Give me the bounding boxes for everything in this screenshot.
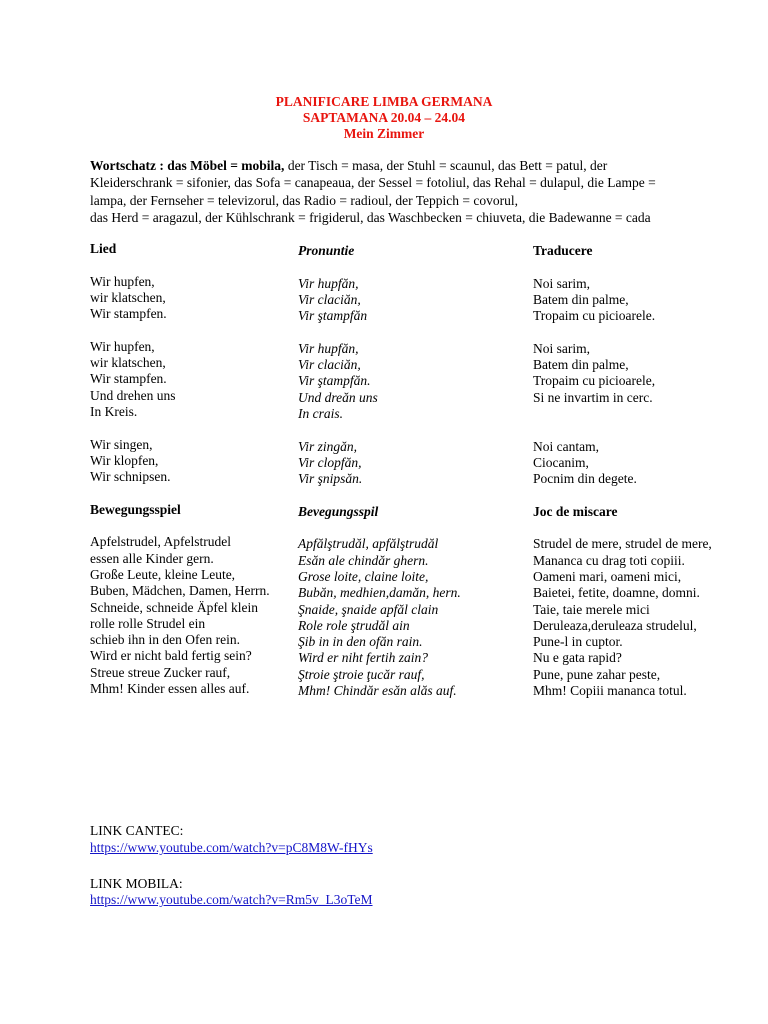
verse-line: Vir zingăn, [298,438,358,454]
spacer [533,422,753,438]
verse-line: Vir hupfăn, [298,275,359,291]
verse-line: Deruleaza,deruleaza strudelul, [533,617,697,633]
title-line-2: SAPTAMANA 20.04 – 24.04 [302,110,466,125]
verse-line: Bubăn, medhien,damăn, hern. [298,585,461,601]
verse-line: Ciocanim, [533,454,589,470]
spacer [90,518,280,534]
verse-line: Vir şnipsăn. [298,471,363,487]
verse-line: Apfălştrudăl, apfălştrudăl [298,536,439,552]
verse-line: Wir hupfen, [90,338,155,354]
verse-line: Oameni mari, oameni mici, [533,568,682,584]
spacer [298,422,498,438]
spacer [298,324,498,340]
verse-line: Buben, Mädchen, Damen, Herrn. [90,583,270,599]
spacer [298,520,498,536]
section-heading: Joc de miscare [533,503,618,519]
spacer [90,485,280,501]
verse-line: Baietei, fetite, doamne, domni. [533,585,700,601]
verse-line: Tropaim cu picioarele, [533,373,656,389]
verse-line: Pune, pune zahar peste, [533,666,661,682]
spacer [533,406,753,422]
title-line-3: Mein Zimmer [343,126,425,141]
verse-line: Batem din palme, [533,291,629,307]
verse-line: Wir stampfen. [90,306,167,322]
verse-line: Pocnim din degete. [533,471,637,487]
verse-line: Şib in in den ofăn rain. [298,634,423,650]
link-cantec-label: LINK CANTEC: [90,823,184,838]
verse-line: Und drehen uns [90,387,176,403]
verse-line: Wir stampfen. [90,371,167,387]
vocab-line-3: lampa, der Fernseher = televizorul, das Radio = radioul, der Teppich = covorul, [90,192,519,208]
verse-line: Streue streue Zucker rauf, [90,664,231,680]
verse-line: Si ne invartim in cerc. [533,389,653,405]
verse-line: Vir claciăn, [298,357,361,373]
translation-column [533,243,753,699]
verse-line: Wir klopfen, [90,452,159,468]
spacer [90,420,280,436]
verse-line: essen alle Kinder gern. [90,550,214,566]
link-mobila-label: LINK MOBILA: [90,876,183,891]
link-mobila-url[interactable]: https://www.youtube.com/watch?v=Rm5v_L3oTeM [90,892,373,907]
verse-line: Vir ştampfăn [298,308,368,324]
spacer [298,259,498,275]
verse-line: Role role ştrudăl ain [298,617,410,633]
verse-line: In Kreis. [90,403,138,419]
verse-line: Mhm! Copiii mananca totul. [533,683,687,699]
verse-line: Schneide, schneide Äpfel klein [90,599,258,615]
spacer [533,259,753,275]
spacer [533,324,753,340]
spacer [298,487,498,503]
verse-line: Vir claciăn, [298,291,361,307]
verse-line: Wird er nicht bald fertig sein? [90,648,252,664]
verse-line: Şnaide, şnaide apfăl clain [298,601,439,617]
vocab-line-1: der Tisch = masa, der Stuhl = scaunul, das Bett = patul, der [284,158,608,173]
verse-line: Mananca cu drag toti copiii. [533,552,685,568]
verse-line: wir klatschen, [90,289,166,305]
verse-line: Und dreăn uns [298,389,378,405]
verse-line: Vir ştampfăn. [298,373,371,389]
verse-line: Noi cantam, [533,438,599,454]
verse-line: Vir hupfăn, [298,340,359,356]
verse-line: Taie, taie merele mici [533,601,650,617]
vocab-lead: Wortschatz : das Möbel = mobila, [90,158,285,173]
verse-line: Mhm! Chindăr esăn alăs auf. [298,683,457,699]
verse-line: In crais. [298,405,343,421]
column-heading: Traducere [533,243,593,258]
verse-line: Noi sarim, [533,275,590,291]
section-heading: Bevegungsspil [298,503,379,519]
title-line-1: PLANIFICARE LIMBA GERMANA [275,94,493,109]
vocab-line-2: Kleiderschrank = sifonier, das Sofa = canapeaua, der Sessel = fotoliul, das Rehal = dulapul, die Lampe = [90,175,656,191]
pronunciation-column [298,243,498,699]
verse-line: Pune-l in cuptor. [533,634,623,650]
section-heading: Bewegungsspiel [90,501,181,517]
verse-line: Noi sarim, [533,340,590,356]
column-heading: Pronuntie [298,243,355,258]
vocab-line-4: das Herd = aragazul, der Kühlschrank = frigiderul, das Waschbecken = chiuveta, die Badewanne = cada [90,209,651,225]
verse-line: Vir clopfăn, [298,454,362,470]
vocabulary-paragraph [90,157,690,226]
verse-line: Tropaim cu picioarele. [533,308,656,324]
spacer [533,487,753,503]
verse-line: rolle rolle Strudel ein [90,615,206,631]
verse-line: Ştroie ştroie ţucăr rauf, [298,666,425,682]
column-heading: Lied [90,241,117,256]
spacer [90,322,280,338]
spacer [90,257,280,273]
verse-line: schieb ihn in den Ofen rein. [90,632,240,648]
verse-line: Strudel de mere, strudel de mere, [533,536,712,552]
verse-line: Mhm! Kinder essen alles auf. [90,681,250,697]
lyrics-german-column [90,241,280,697]
verse-line: Batem din palme, [533,357,629,373]
verse-line: Wir schnipsen. [90,469,171,485]
verse-line: Wir singen, [90,436,153,452]
verse-line: Wird er niht fertih zain? [298,650,429,666]
verse-line: Wir hupfen, [90,273,155,289]
verse-line: Esăn ale chindăr ghern. [298,552,429,568]
verse-line: Nu e gata rapid? [533,650,622,666]
verse-line: Große Leute, kleine Leute, [90,566,236,582]
verse-line: Grose loite, claine loite, [298,568,429,584]
verse-line: wir klatschen, [90,355,166,371]
verse-line: Apfelstrudel, Apfelstrudel [90,534,231,550]
link-cantec-url[interactable]: https://www.youtube.com/watch?v=pC8M8W-fHYs [90,840,373,855]
spacer [533,520,753,536]
